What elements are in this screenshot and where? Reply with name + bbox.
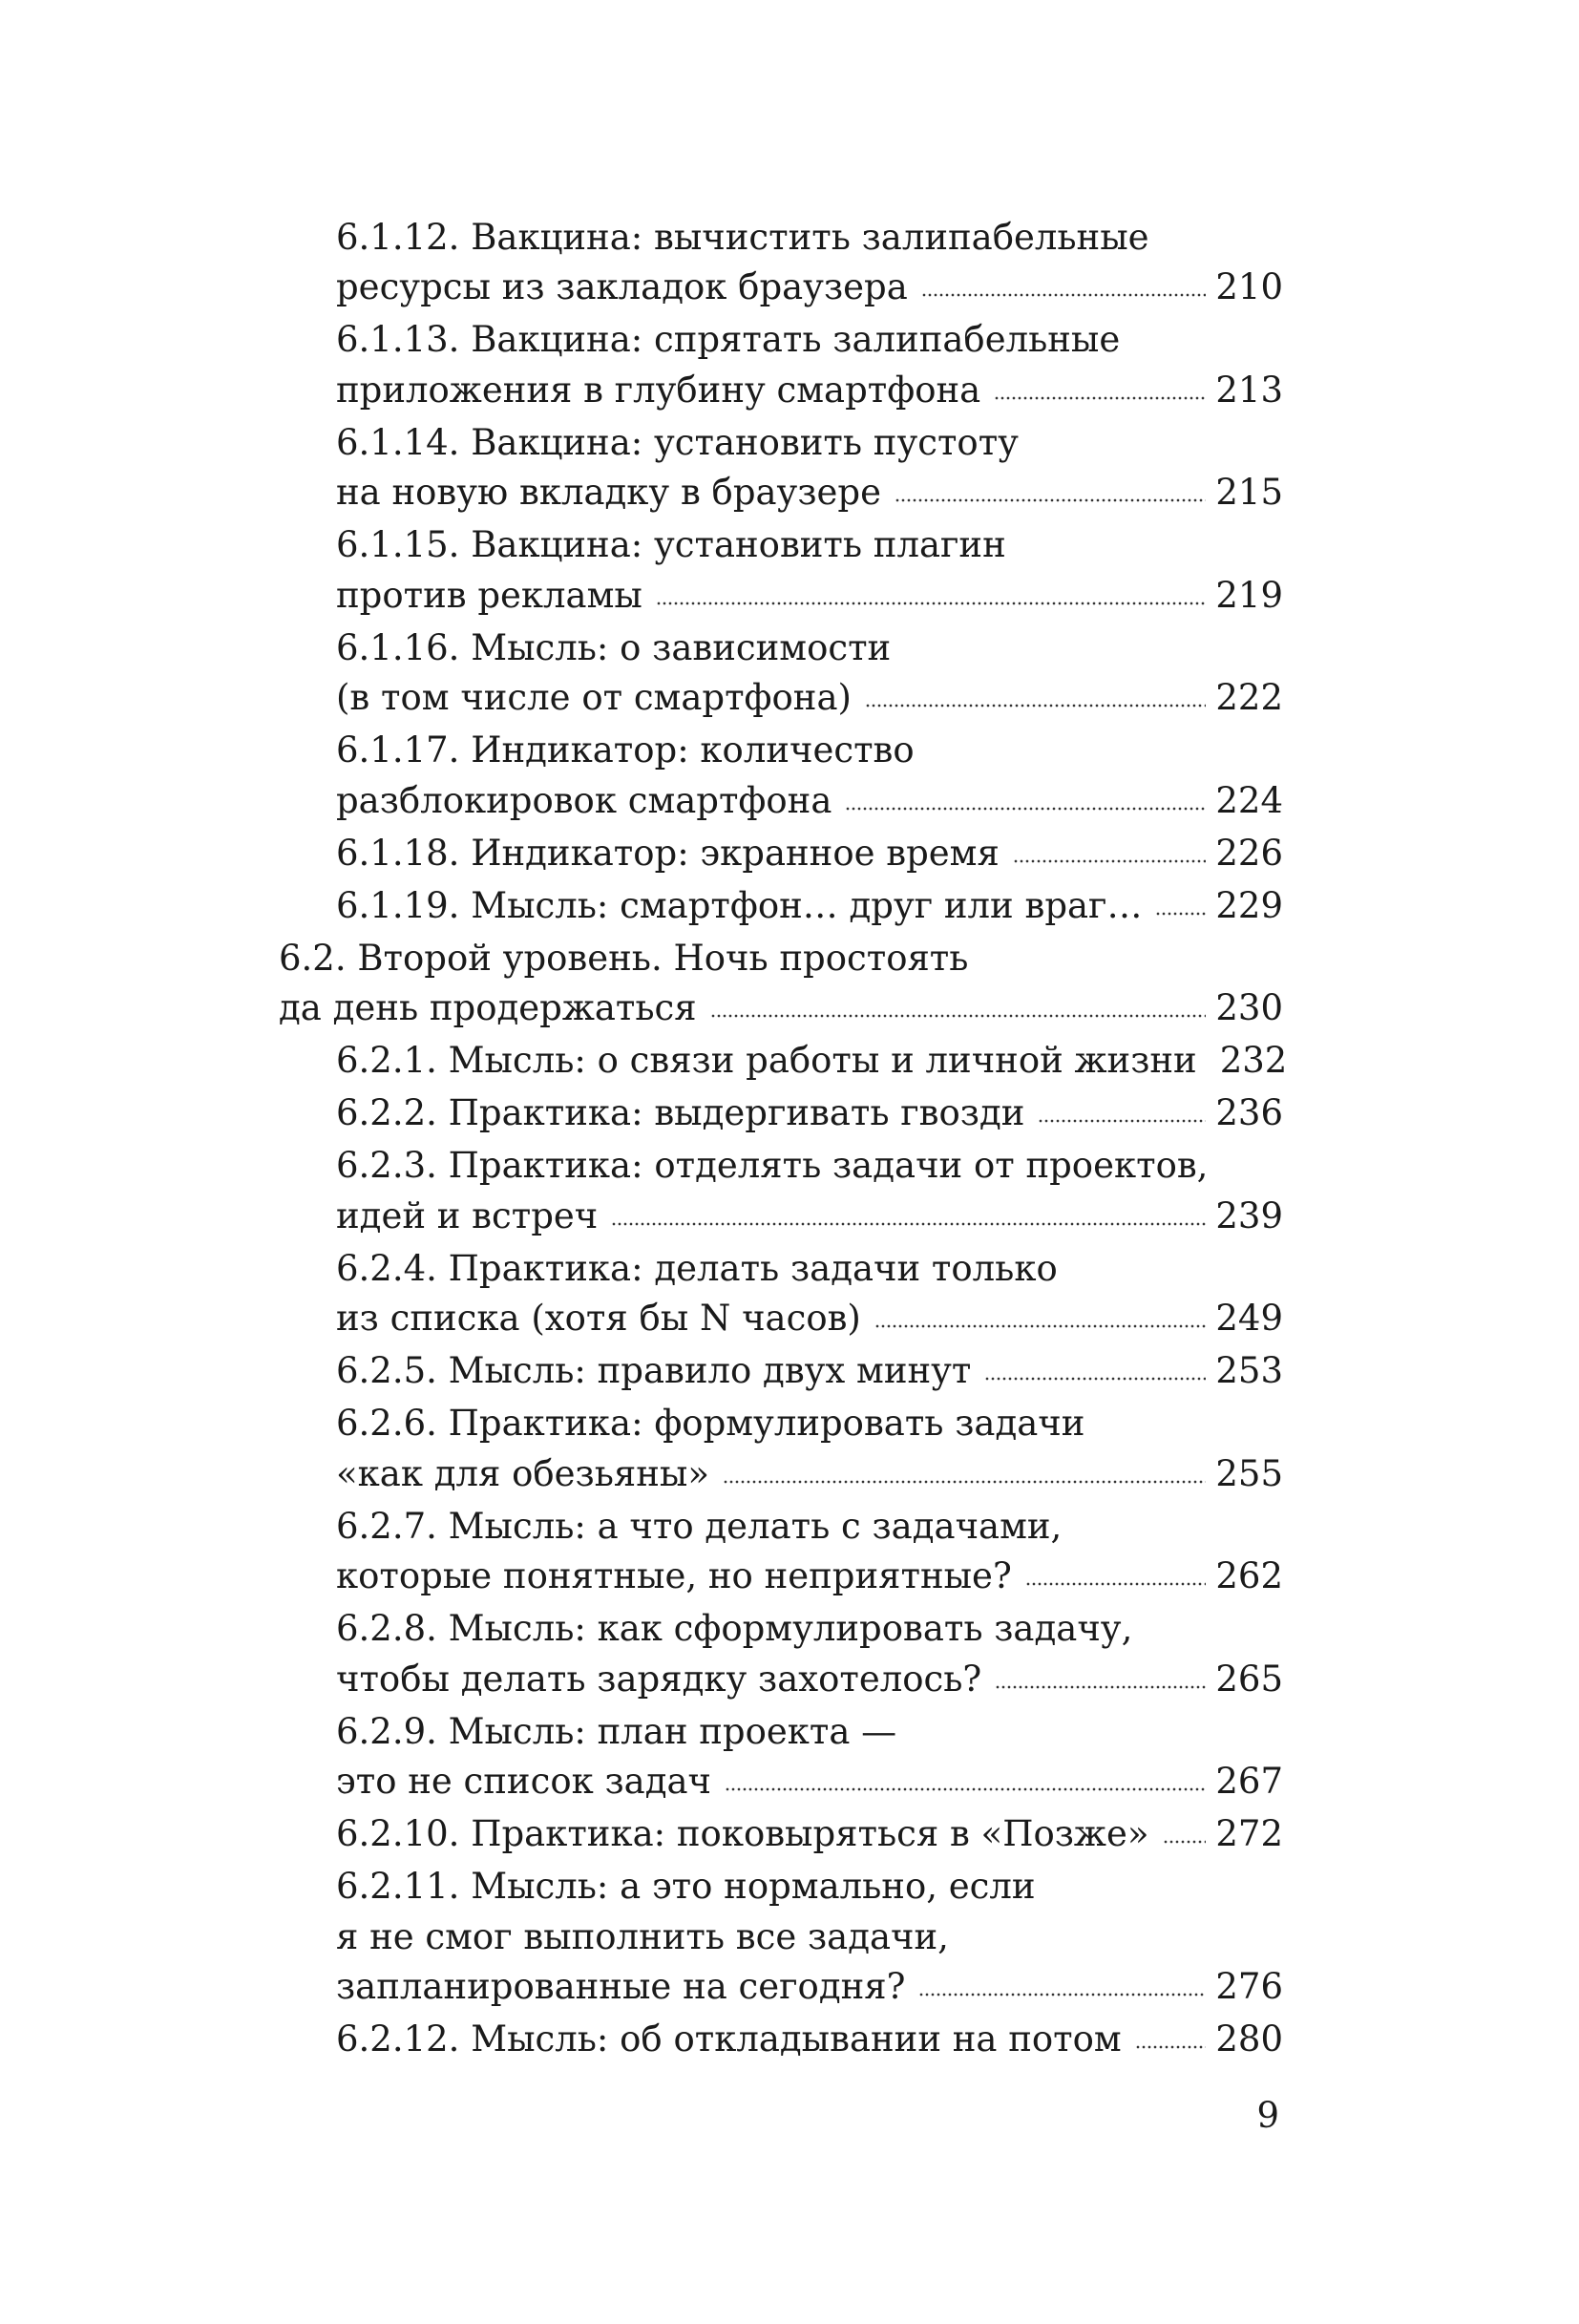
toc-page-number: 262 xyxy=(1215,1555,1283,1596)
toc-subsection-entry xyxy=(279,1399,1283,1499)
toc-entry-row xyxy=(336,1962,1283,2013)
toc-subsection-entry xyxy=(279,213,1283,313)
toc-entry-row xyxy=(336,1757,1283,1807)
dot-leader xyxy=(611,1220,1206,1228)
toc-subsection-entry xyxy=(279,726,1283,826)
toc-entry-title-line: 6.2.4. Практика: делать задачи только xyxy=(336,1247,1058,1289)
toc-page-number: 239 xyxy=(1215,1194,1283,1236)
toc-subsection-entry xyxy=(279,1141,1283,1241)
dot-leader xyxy=(995,1683,1206,1691)
toc-entry-title-line: 6.2.8. Мысль: как сформулировать задачу, xyxy=(336,1608,1133,1649)
toc-entry-title-line: я не смог выполнить все задачи, xyxy=(336,1915,949,1957)
toc-entry-row xyxy=(336,366,1283,416)
toc-entry-title-line: да день продержаться xyxy=(279,987,697,1028)
toc-page-number: 232 xyxy=(1219,1040,1288,1081)
toc-entry-title-line: чтобы делать зарядку захотелось? xyxy=(336,1658,982,1700)
toc-entry-row xyxy=(336,881,1283,932)
toc-entry-title-line: 6.2. Второй уровень. Ночь простоять xyxy=(279,937,969,979)
toc-entry-row xyxy=(336,1552,1283,1602)
toc-entry-title-line: 6.2.9. Мысль: план проекта — xyxy=(336,1710,897,1752)
toc-page-number: 226 xyxy=(1215,832,1283,874)
toc-entry-row xyxy=(336,1036,1288,1087)
toc-entry-title-line: запланированные на сегодня? xyxy=(336,1966,906,2007)
toc-subsection-entry xyxy=(279,520,1283,621)
toc-entry-row xyxy=(336,776,1283,827)
toc-entry-row xyxy=(336,571,1283,622)
dot-leader xyxy=(994,394,1206,402)
toc-entry-title-line: 6.2.5. Мысль: правило двух минут xyxy=(336,1350,972,1391)
dot-leader xyxy=(1038,1117,1206,1125)
toc-entry-row xyxy=(279,983,1283,1034)
dot-leader xyxy=(725,1785,1206,1793)
toc-entry-row xyxy=(336,468,1283,518)
toc-page-number: 229 xyxy=(1215,884,1283,926)
toc-entry-title-line: против рекламы xyxy=(336,574,642,616)
toc-page-number: 255 xyxy=(1215,1452,1283,1494)
toc-page-number: 213 xyxy=(1215,369,1283,411)
toc-entry-row xyxy=(336,2015,1283,2065)
toc-entry-title-line: 6.1.15. Вакцина: установить плагин xyxy=(336,524,1006,565)
toc-page-number: 215 xyxy=(1215,472,1283,513)
toc-page-number: 267 xyxy=(1215,1761,1283,1802)
toc-entry-row xyxy=(336,1088,1283,1139)
toc-entry-title-line: приложения в глубину смартфона xyxy=(336,369,981,411)
toc-entry-title-line: (в том числе от смартфона) xyxy=(336,677,852,718)
dot-leader xyxy=(1135,2043,1207,2051)
toc-entry-row xyxy=(336,1449,1283,1500)
toc-page-number: 272 xyxy=(1215,1813,1283,1854)
toc-entry-row xyxy=(336,1809,1283,1860)
dot-leader xyxy=(921,291,1207,299)
toc-entry-row xyxy=(336,1294,1283,1344)
dot-leader xyxy=(723,1478,1206,1486)
dot-leader xyxy=(710,1012,1207,1020)
toc-subsection-entry xyxy=(279,1036,1288,1087)
toc-page-number: 253 xyxy=(1215,1350,1283,1391)
toc-entry-title-line: это не список задач xyxy=(336,1761,712,1802)
toc-subsection-entry xyxy=(279,829,1283,879)
toc-subsection-entry xyxy=(279,1809,1283,1860)
toc-entry-row xyxy=(336,1655,1283,1705)
toc-page-number: 265 xyxy=(1215,1658,1283,1700)
dot-leader xyxy=(895,496,1206,504)
dot-leader xyxy=(918,1991,1206,1998)
toc-subsection-entry xyxy=(279,623,1283,724)
toc-page-number: 230 xyxy=(1215,987,1283,1028)
toc-entry-row xyxy=(336,673,1283,724)
dot-leader xyxy=(874,1322,1207,1330)
toc-entry-row xyxy=(336,263,1283,313)
toc-entry-title-line: 6.1.17. Индикатор: количество xyxy=(336,729,915,771)
toc-page-number: 222 xyxy=(1215,677,1283,718)
toc-subsection-entry xyxy=(279,1244,1283,1344)
toc-page-number: 219 xyxy=(1215,574,1283,616)
toc-entry-title-line: 6.1.19. Мысль: смартфон… друг или враг… xyxy=(336,884,1143,926)
dot-leader xyxy=(984,1375,1206,1383)
dot-leader xyxy=(1155,910,1206,918)
dot-leader xyxy=(656,600,1207,607)
toc-entry-title-line: 6.1.18. Индикатор: экранное время xyxy=(336,832,1000,874)
toc-entry-title-line: 6.1.16. Мысль: о зависимости xyxy=(336,626,892,668)
toc-subsection-entry xyxy=(279,1707,1283,1807)
page-number: 9 xyxy=(1256,2095,1279,2136)
toc-page-number: 276 xyxy=(1215,1966,1283,2007)
toc-entry-title-line: 6.2.1. Мысль: о связи работы и личной жизни xyxy=(336,1040,1197,1081)
toc-entry-row xyxy=(336,1192,1283,1242)
toc-entry-title-line: «как для обезьяны» xyxy=(336,1452,709,1494)
toc-entry-row xyxy=(336,829,1283,879)
toc-entry-title-line: 6.1.13. Вакцина: спрятать залипабельные xyxy=(336,319,1121,360)
toc-page-number: 224 xyxy=(1215,779,1283,821)
toc-entry-title-line: 6.2.3. Практика: отделять задачи от проектов, xyxy=(336,1145,1209,1186)
toc-entry-title-line: 6.2.7. Мысль: а что делать с задачами, xyxy=(336,1505,1063,1547)
toc-entry-title-line: 6.2.6. Практика: формулировать задачи xyxy=(336,1403,1085,1444)
toc-entry-title-line: из списка (хотя бы N часов) xyxy=(336,1298,861,1339)
toc-section-entry xyxy=(279,934,1283,1034)
toc-entry-title-line: 6.2.2. Практика: выдергивать гвозди xyxy=(336,1092,1025,1133)
toc-entry-title-line: идей и встреч xyxy=(336,1194,599,1236)
toc-subsection-entry xyxy=(279,1604,1283,1704)
toc-entry-title-line: разблокировок смартфона xyxy=(336,779,832,821)
toc-page-number: 210 xyxy=(1215,266,1283,307)
toc-subsection-entry xyxy=(279,418,1283,518)
toc-entry-title-line: 6.1.12. Вакцина: вычистить залипабельные xyxy=(336,216,1149,258)
toc-subsection-entry xyxy=(279,881,1283,932)
toc-entry-row xyxy=(336,1346,1283,1397)
toc-entry-title-line: 6.1.14. Вакцина: установить пустоту xyxy=(336,421,1019,463)
toc-entry-title-line: на новую вкладку в браузере xyxy=(336,472,881,513)
toc-entry-title-line: которые понятные, но неприятные? xyxy=(336,1555,1012,1596)
dot-leader xyxy=(1163,1838,1207,1846)
dot-leader xyxy=(1013,857,1207,865)
toc-subsection-entry xyxy=(279,2015,1283,2065)
dot-leader xyxy=(865,702,1206,709)
toc-subsection-entry xyxy=(279,1088,1283,1139)
toc-subsection-entry xyxy=(279,1502,1283,1602)
toc-subsection-entry xyxy=(279,1862,1283,2013)
toc-page-number: 280 xyxy=(1215,2018,1283,2060)
toc-page-number: 249 xyxy=(1215,1298,1283,1339)
toc-entry-title-line: ресурсы из закладок браузера xyxy=(336,266,908,307)
toc-subsection-entry xyxy=(279,1346,1283,1397)
toc-entry-title-line: 6.2.11. Мысль: а это нормально, если xyxy=(336,1866,1036,1907)
toc-entry-title-line: 6.2.12. Мысль: об откладывании на потом xyxy=(336,2018,1122,2060)
dot-leader xyxy=(1025,1580,1207,1588)
toc-subsection-entry xyxy=(279,315,1283,415)
toc-entry-title-line: 6.2.10. Практика: поковыряться в «Позже» xyxy=(336,1813,1149,1854)
dot-leader xyxy=(845,805,1206,813)
table-of-contents xyxy=(279,210,1288,2067)
toc-page-number: 236 xyxy=(1215,1092,1283,1133)
